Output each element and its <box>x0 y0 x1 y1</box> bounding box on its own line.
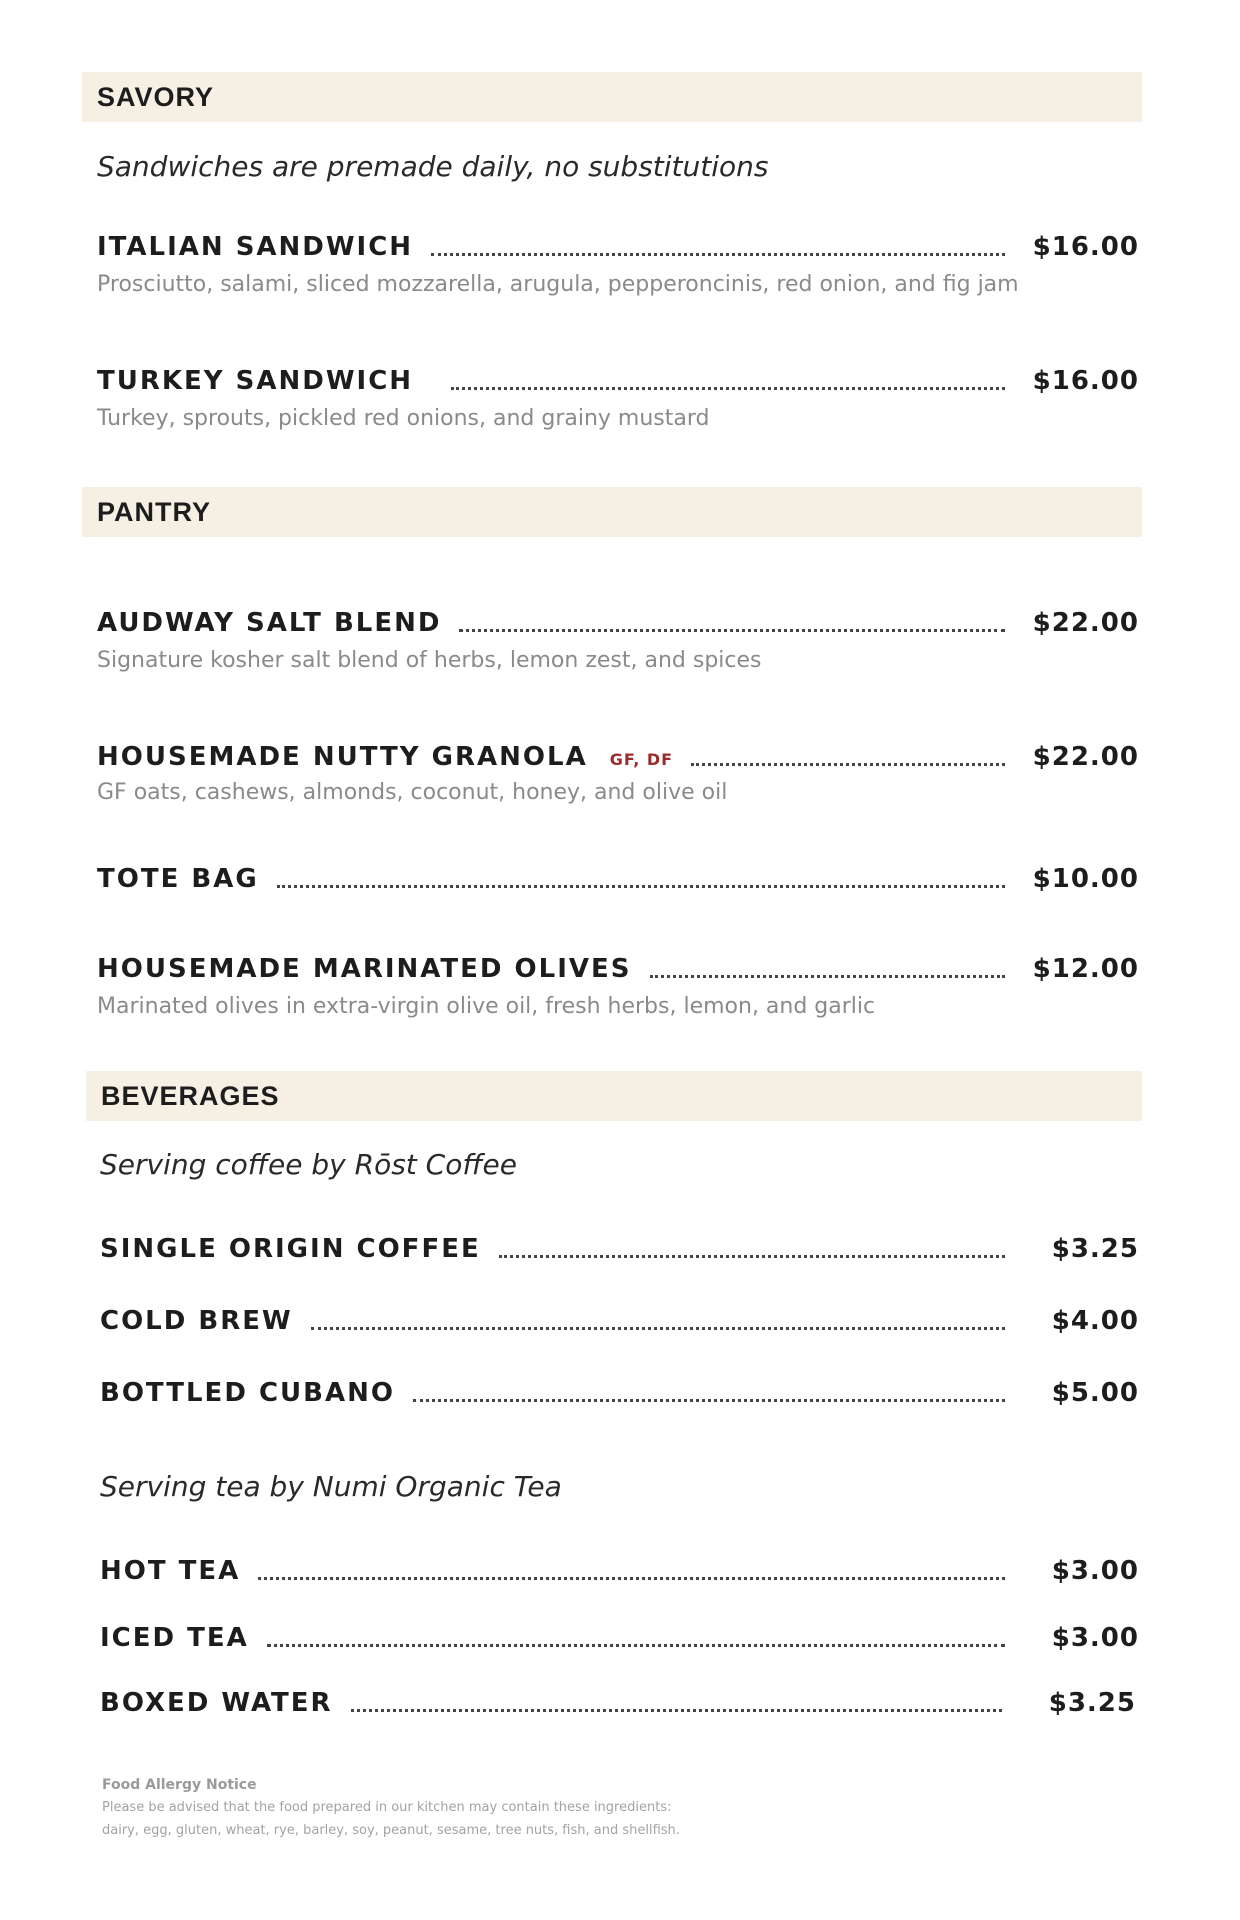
savory-note: Sandwiches are premade daily, no substitutions <box>97 150 769 183</box>
item-price: $3.25 <box>1048 1688 1136 1718</box>
item-price: $22.00 <box>1032 608 1139 638</box>
allergy-notice-title: Food Allergy Notice <box>102 1777 257 1793</box>
allergy-notice-line: Please be advised that the food prepared in our kitchen may contain these ingredients: <box>102 1800 672 1815</box>
item-name: AUDWAY SALT BLEND <box>97 608 442 638</box>
item-name: COLD BREW <box>100 1306 293 1336</box>
menu-item-cold-brew <box>100 1294 1139 1334</box>
dotted-leader <box>267 1644 1005 1647</box>
item-price: $3.00 <box>1051 1556 1139 1586</box>
menu-item-italian-sandwich <box>97 220 1139 260</box>
menu-item-housemade-marinated-olives <box>97 942 1139 982</box>
item-price: $16.00 <box>1032 232 1139 262</box>
dotted-leader <box>351 1709 1002 1712</box>
menu-item-bottled-cubano <box>100 1366 1139 1406</box>
dotted-leader <box>413 1399 1005 1402</box>
item-price: $22.00 <box>1032 742 1139 772</box>
item-price: $12.00 <box>1032 954 1139 984</box>
section-header-pantry: PANTRY <box>82 487 1142 537</box>
dietary-tag: GF, DF <box>609 750 674 769</box>
dotted-leader <box>277 885 1005 888</box>
section-header-savory: SAVORY <box>82 72 1142 122</box>
menu-item-turkey-sandwich <box>97 354 1139 394</box>
item-price: $3.25 <box>1051 1234 1139 1264</box>
item-name: ITALIAN SANDWICH <box>97 232 414 262</box>
item-description: Marinated olives in extra-virgin olive oil, fresh herbs, lemon, and garlic <box>97 994 876 1019</box>
item-description: GF oats, cashews, almonds, coconut, honey, and olive oil <box>97 780 728 805</box>
item-name: HOT TEA <box>100 1556 241 1586</box>
item-price: $16.00 <box>1032 366 1139 396</box>
dotted-leader <box>499 1255 1005 1258</box>
tea-note: Serving tea by Numi Organic Tea <box>100 1470 562 1503</box>
item-description: Turkey, sprouts, pickled red onions, and grainy mustard <box>97 406 710 431</box>
item-price: $4.00 <box>1051 1306 1139 1336</box>
menu-item-single-origin-coffee <box>100 1222 1139 1262</box>
dotted-leader <box>650 975 1006 978</box>
menu-item-housemade-nutty-granola <box>97 730 1139 770</box>
section-header-beverages: BEVERAGES <box>86 1071 1142 1121</box>
dotted-leader <box>258 1577 1005 1580</box>
dotted-leader <box>431 253 1005 256</box>
item-name: BOXED WATER <box>100 1688 333 1718</box>
item-name: ICED TEA <box>100 1623 249 1653</box>
item-name: BOTTLED CUBANO <box>100 1378 395 1408</box>
item-name: HOUSEMADE MARINATED OLIVES <box>97 954 632 984</box>
item-price: $5.00 <box>1051 1378 1139 1408</box>
dotted-leader <box>451 387 1005 390</box>
menu-item-hot-tea <box>100 1544 1139 1584</box>
menu-item-iced-tea <box>100 1611 1139 1651</box>
item-price: $10.00 <box>1032 864 1139 894</box>
item-name: TOTE BAG <box>97 864 259 894</box>
allergy-notice-line: dairy, egg, gluten, wheat, rye, barley, soy, peanut, sesame, tree nuts, fish, and shellfish. <box>102 1823 680 1838</box>
dotted-leader <box>691 763 1005 766</box>
dotted-leader <box>459 629 1005 632</box>
coffee-note: Serving coffee by Rōst Coffee <box>100 1148 518 1181</box>
item-name: TURKEY SANDWICH <box>97 366 414 396</box>
menu-item-tote-bag <box>97 852 1139 892</box>
item-description: Prosciutto, salami, sliced mozzarella, arugula, pepperoncinis, red onion, and fig jam <box>97 272 1019 297</box>
menu-item-boxed-water <box>100 1676 1136 1716</box>
item-price: $3.00 <box>1051 1623 1139 1653</box>
menu-item-audway-salt-blend <box>97 596 1139 636</box>
item-name: SINGLE ORIGIN COFFEE <box>100 1234 481 1264</box>
item-name: HOUSEMADE NUTTY GRANOLA <box>97 742 588 772</box>
dotted-leader <box>311 1327 1005 1330</box>
item-description: Signature kosher salt blend of herbs, lemon zest, and spices <box>97 648 762 673</box>
